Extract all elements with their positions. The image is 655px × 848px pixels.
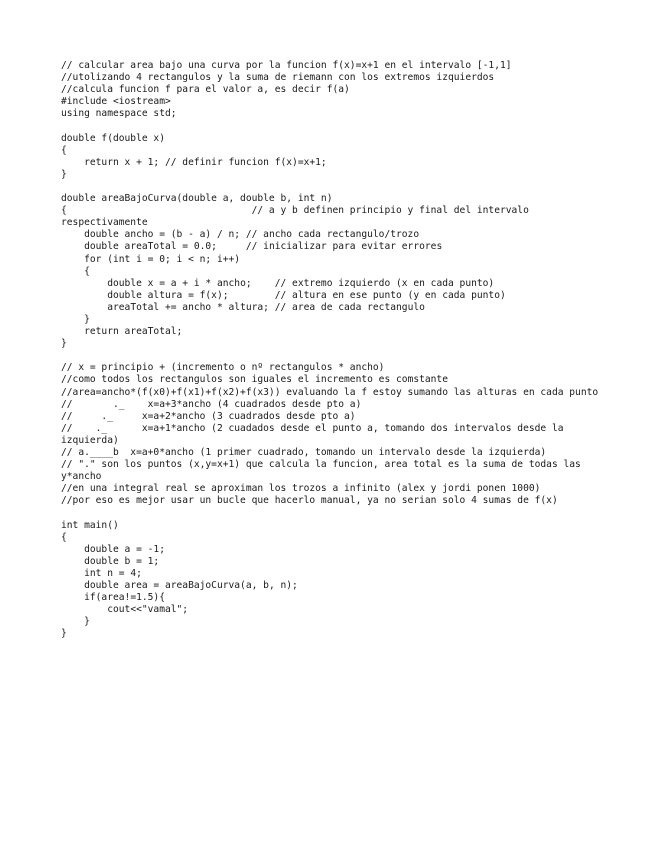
code-line: //como todos los rectangulos son iguales el incremento es comstante: [61, 374, 448, 386]
code-line: double area = areaBajoCurva(a, b, n);: [61, 580, 298, 592]
source-code-block: [61, 60, 601, 641]
code-line: return areaTotal;: [61, 326, 183, 338]
code-line: int main(): [61, 519, 119, 531]
code-line: [61, 507, 601, 519]
code-line: }: [61, 168, 67, 180]
code-line: [61, 181, 601, 193]
code-line: double a = -1;: [61, 543, 165, 555]
code-line: [61, 120, 601, 132]
code-line: return x + 1; // definir funcion f(x)=x+1;: [61, 156, 327, 168]
code-line: {: [61, 144, 67, 156]
code-line: int n = 4;: [61, 567, 142, 579]
code-line: // ._ x=a+1*ancho (2 cuadados desde el punto a, tomando dos intervalos desde la izquierda): [61, 422, 570, 446]
code-line: double ancho = (b - a) / n; // ancho cada rectangulo/trozo: [61, 229, 420, 241]
code-line: //calcula funcion f para el valor a, es decir f(a): [61, 84, 350, 96]
code-line: double f(double x): [61, 132, 165, 144]
code-line: //area=ancho*(f(x0)+f(x1)+f(x2)+f(x3)) evaluando la f estoy sumando las alturas en cada punto: [61, 386, 599, 398]
code-line: //por eso es mejor usar un bucle que hacerlo manual, ya no serian solo 4 sumas de f(x): [61, 495, 558, 507]
code-line: // x = principio + (incremento o nº rectangulos * ancho): [61, 362, 385, 374]
code-line: }: [61, 616, 90, 628]
code-line: //en una integral real se aproximan los trozos a infinito (alex y jordi ponen 1000): [61, 483, 541, 495]
code-line: areaTotal += ancho * altura; // area de cada rectangulo: [61, 301, 425, 313]
code-line: // a.____b x=a+0*ancho (1 primer cuadrado, tomando un intervalo desde la izquierda): [61, 447, 547, 458]
code-line: [61, 350, 601, 362]
code-line: double b = 1;: [61, 555, 160, 567]
code-line: double areaTotal = 0.0; // inicializar para evitar errores: [61, 241, 443, 253]
code-line: #include <iostream>: [61, 96, 171, 108]
code-line: if(area!=1.5){: [61, 592, 165, 604]
code-line: }: [61, 338, 67, 350]
code-line: for (int i = 0; i < n; i++): [61, 253, 241, 265]
code-line: {: [61, 265, 90, 277]
code-line: // calcular area bajo una curva por la funcion f(x)=x+1 en el intervalo [-1,1]: [61, 60, 512, 71]
code-line: { // a y b definen principio y final del intervalo respectivamente: [61, 205, 535, 229]
code-line: double areaBajoCurva(double a, double b, int n): [61, 193, 333, 205]
code-line: }: [61, 628, 67, 640]
code-line: {: [61, 531, 67, 543]
code-line: // ._ x=a+2*ancho (3 cuadrados desde pto a): [61, 410, 356, 422]
code-line: double altura = f(x); // altura en ese punto (y en cada punto): [61, 289, 506, 301]
code-line: using namespace std;: [61, 108, 177, 120]
code-line: // ._ x=a+3*ancho (4 cuadrados desde pto a): [61, 398, 362, 410]
code-line: cout<<"vamal";: [61, 604, 189, 616]
code-line: //utolizando 4 rectangulos y la suma de riemann con los extremos izquierdos: [61, 72, 495, 84]
code-line: double x = a + i * ancho; // extremo izquierdo (x en cada punto): [61, 277, 495, 289]
code-line: // "." son los puntos (x,y=x+1) que calcula la funcion, area total es la suma de todas las y*ancho: [61, 459, 587, 483]
code-line: }: [61, 313, 90, 325]
